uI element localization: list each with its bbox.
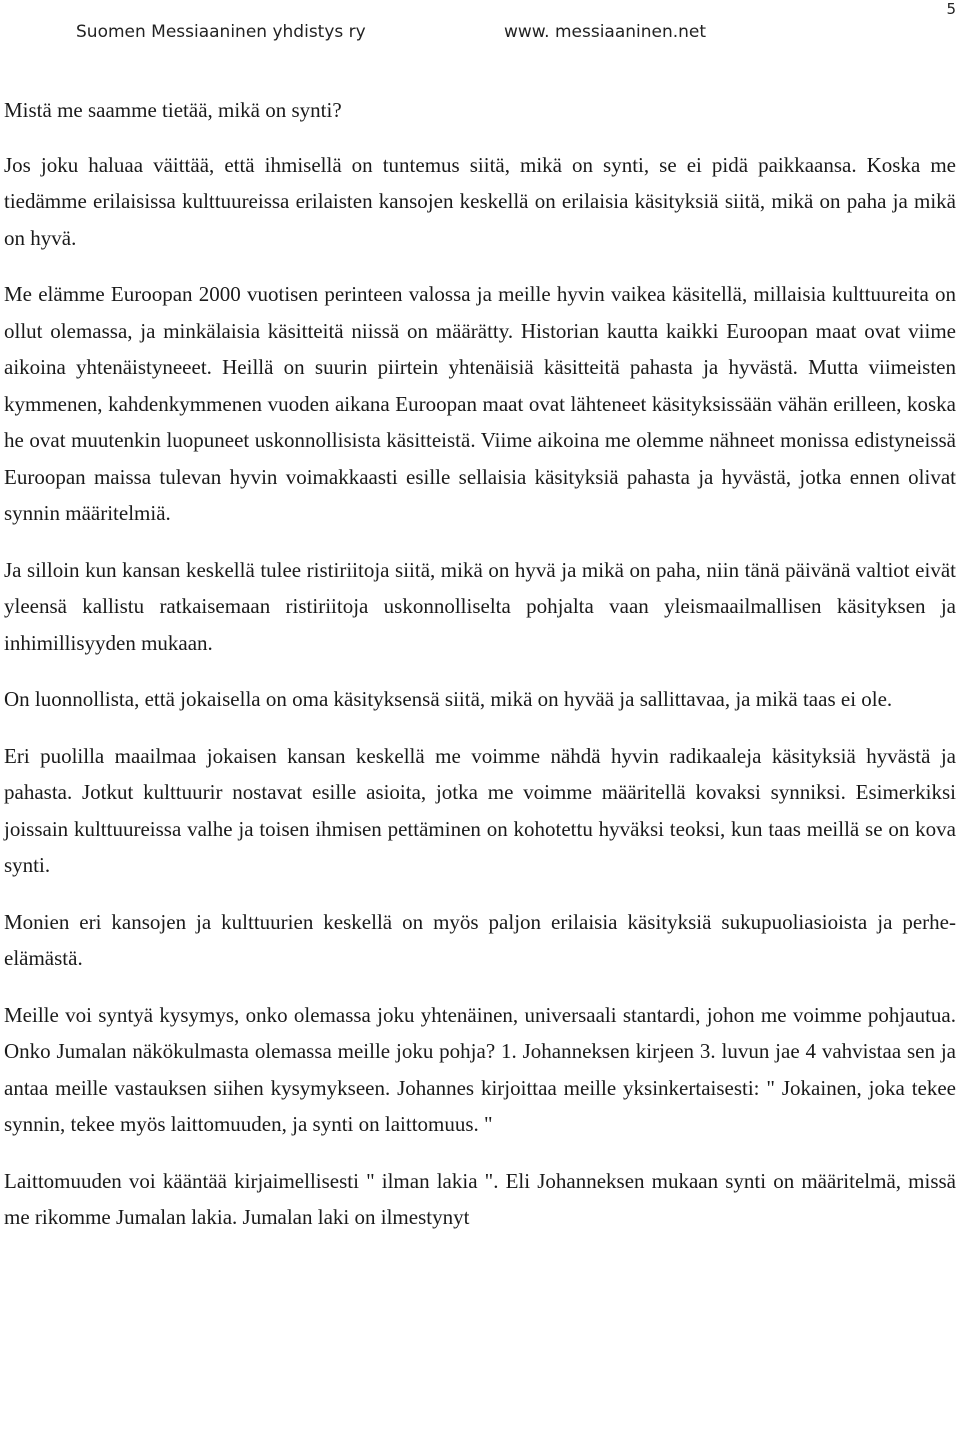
- paragraph: Monien eri kansojen ja kulttuurien keskellä on myös paljon erilaisia käsityksiä sukupuoliasioista ja perhe-elämästä.: [4, 909, 956, 970]
- section-heading: Mistä me saamme tietää, mikä on synti?: [4, 98, 342, 122]
- paragraph: Meille voi syntyä kysymys, onko olemassa joku yhtenäinen, universaali stantardi, johon me voimme pohjautua. Onko Jumalan näkökulmasta olemassa meille joku pohja? 1. Johanneksen kirjeen 3. luvun jae 4 vahvistaa sen ja antaa meille vastauksen siihen kysymykseen. Johannes kirjoittaa meille yksinkertaisesti: " Jokainen, joka tekee synnin, tekee myös laittomuuden, ja synti on laittomuus. ": [4, 1002, 956, 1136]
- document-body: [4, 92, 956, 1256]
- paragraph: Laittomuuden voi kääntää kirjaimellisesti " ilman lakia ". Eli Johanneksen mukaan synti on määritelmä, missä me rikomme Jumalan lakia. Jumalan laki on ilmestynyt: [4, 1168, 956, 1229]
- header-website: www. messiaaninen.net: [504, 22, 707, 42]
- paragraph: Eri puolilla maailmaa jokaisen kansan keskellä me voimme nähdä hyvin radikaaleja käsityksiä hyvästä ja pahasta. Jotkut kulttuurir nostavat esille asioita, jotka me voimme määritellä kovaksi synniksi. Esimerkiksi joissain kulttuureissa valhe ja toisen ihmisen pettäminen on kohotettu hyväksi teoksi, kun taas meillä se on kova synti.: [4, 743, 956, 877]
- paragraph: Me elämme Euroopan 2000 vuotisen perinteen valossa ja meille hyvin vaikea käsitellä, millaisia kulttuureita on ollut olemassa, ja minkälaisia käsitteitä niissä on määrätty. Historian kautta kaikki Euroopan maat ovat viime aikoina yhtenäistyneeet. Heillä on suurin piirtein yhtenäisiä käsitteitä pahasta ja hyvästä. Mutta viimeisten kymmenen, kahdenkymmenen vuoden aikana Euroopan maat ovat lähteneet käsityksissään vähän erilleen, koska he ovat muutenkin luopuneet uskonnollisista käsitteistä. Viime aikoina me olemme nähneet monissa edistyneissä Euroopan maissa tulevan hyvin voimakkaasti esille sellaisia käsityksiä pahasta ja hyvästä, jotka ennen olivat synnin määritelmiä.: [4, 282, 956, 525]
- paragraph: Jos joku haluaa väittää, että ihmisellä on tuntemus siitä, mikä on synti, se ei pidä paikkaansa. Koska me tiedämme erilaisissa kulttuureissa erilaisten kansojen keskellä on erilaisia käsityksiä siitä, mikä on paha ja mikä on hyvä.: [4, 152, 956, 250]
- paragraph: On luonnollista, että jokaisella on oma käsityksensä siitä, mikä on hyvää ja sallittavaa, ja mikä taas ei ole.: [4, 687, 893, 711]
- header-organization: Suomen Messiaaninen yhdistys ry: [76, 22, 366, 42]
- paragraph: Ja silloin kun kansan keskellä tulee ristiriitoja siitä, mikä on hyvä ja mikä on paha, niin tänä päivänä valtiot eivät yleensä kallistu ratkaisemaan ristiriitoja uskonnolliselta pohjalta vaan yleismaailmallisen käsityksen ja inhimillisyyden mukaan.: [4, 557, 956, 655]
- page-number: 5: [946, 0, 956, 18]
